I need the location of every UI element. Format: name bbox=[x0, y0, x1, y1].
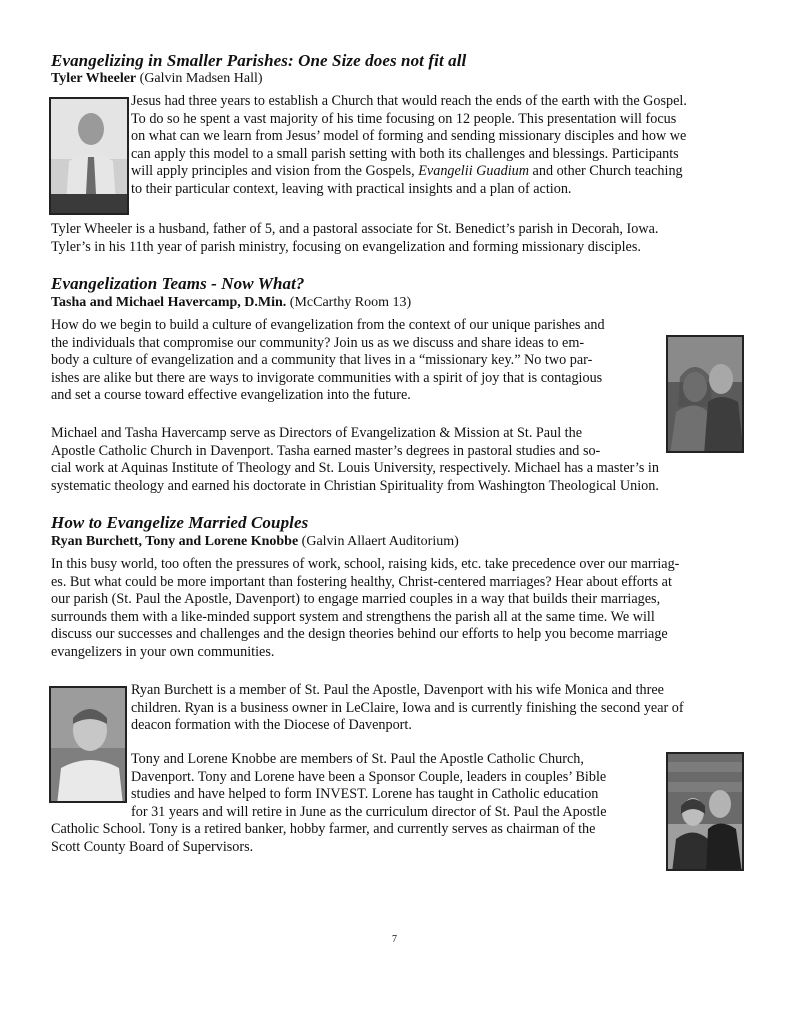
text-line: to their particular context, leaving with practical insights and a plan of action. bbox=[131, 180, 572, 197]
page-number: 7 bbox=[392, 934, 397, 945]
bio-3a bbox=[131, 682, 684, 735]
speaker-photo-tyler bbox=[49, 97, 129, 215]
bio-2 bbox=[51, 425, 659, 495]
abstract-2 bbox=[51, 317, 605, 405]
room-name: (McCarthy Room 13) bbox=[289, 295, 412, 310]
text-line: and set a course toward effective evangelization into the future. bbox=[51, 387, 411, 403]
speaker-photo-knobbe bbox=[666, 752, 744, 871]
abstract-3 bbox=[51, 556, 679, 661]
text-line: In this busy world, too often the pressures of work, school, raising kids, etc. take precedence over our marriag- bbox=[51, 556, 680, 572]
text-line: the individuals that compromise our community? Join us as we discuss and share ideas to em- bbox=[51, 334, 585, 351]
text-line: Tony and Lorene Knobbe are members of St. Paul the Apostle Catholic Church, bbox=[131, 751, 584, 767]
section-title: Evangelizing in Smaller Parishes: One Size does not fit all bbox=[51, 51, 467, 70]
text-line: es. But what could be more important than fostering healthy, Christ-centered marriages? Hear about efforts at bbox=[51, 573, 672, 590]
text-line: Michael and Tasha Havercamp serve as Directors of Evangelization & Mission at St. Paul the bbox=[51, 425, 583, 441]
room-name: (Galvin Allaert Auditorium) bbox=[301, 534, 459, 549]
text-line: Catholic School. Tony is a retired banker, hobby farmer, and currently serves as chairman of the bbox=[51, 821, 596, 837]
text-line: can apply this model to a small parish setting with both its challenges and blessings. Participants bbox=[131, 145, 679, 162]
text-line: for 31 years and will retire in June as the curriculum director of St. Paul the Apostle bbox=[131, 803, 607, 820]
speaker-photo-ryan bbox=[49, 686, 127, 803]
speaker-line bbox=[51, 534, 459, 550]
text-line: Ryan Burchett is a member of St. Paul the Apostle, Davenport with his wife Monica and three bbox=[131, 682, 664, 698]
text-line: body a culture of evangelization and a community that lives in a “missionary key.” No two par- bbox=[51, 352, 593, 368]
text-line: Tyler’s in his 11th year of parish ministry, focusing on evangelization and forming missionary disciples. bbox=[51, 238, 641, 255]
text-line: How do we begin to build a culture of evangelization from the context of our unique parishes and bbox=[51, 317, 605, 333]
speaker-name: Tasha and Michael Havercamp, D.Min. bbox=[51, 295, 287, 310]
text-line: systematic theology and earned his doctorate in Christian Spirituality from Washington Theological Union. bbox=[51, 477, 659, 494]
italic-title: Evangelii Guadium bbox=[418, 163, 529, 179]
text-line: cial work at Aquinas Institute of Theology and St. Louis University, respectively. Michael has a master’s in bbox=[51, 460, 659, 476]
text-line: our parish (St. Paul the Apostle, Davenport) to engage married couples in a way that builds their marriages, bbox=[51, 591, 661, 607]
text-line: To do so he spent a vast majority of his time focusing on 12 people. This presentation will focus bbox=[131, 110, 677, 127]
text-line: discuss our successes and challenges and the design theories behind our efforts to help you become marriage bbox=[51, 626, 668, 642]
text-line: Jesus had three years to establish a Church that would reach the ends of the earth with the Gospel. bbox=[131, 93, 687, 109]
speaker-line bbox=[51, 71, 263, 87]
text-line: children. Ryan is a business owner in LeClaire, Iowa and is currently finishing the second year of bbox=[131, 699, 684, 716]
speaker-name: Tyler Wheeler bbox=[51, 71, 137, 86]
text-span: and other Church teaching bbox=[529, 163, 683, 179]
text-line: studies and have helped to form INVEST. Lorene has taught in Catholic education bbox=[131, 786, 599, 802]
text-line: Apostle Catholic Church in Davenport. Tasha earned master’s degrees in pastoral studies and so- bbox=[51, 442, 601, 459]
speaker-line bbox=[51, 295, 411, 311]
section-title: Evangelization Teams - Now What? bbox=[51, 274, 305, 293]
text-line: surrounds them with a like-minded support system and strengthens the parish all at the same time. We will bbox=[51, 608, 655, 625]
room-name: (Galvin Madsen Hall) bbox=[139, 71, 263, 86]
text-line: Davenport. Tony and Lorene have been a Sponsor Couple, leaders in couples’ Bible bbox=[131, 768, 607, 785]
bio-3b bbox=[131, 751, 607, 821]
section-title: How to Evangelize Married Couples bbox=[51, 513, 309, 532]
bio-1 bbox=[51, 221, 658, 256]
text-line: ishes are alike but there are ways to invigorate communities with a spirit of joy that is contagious bbox=[51, 369, 603, 386]
text-line: Scott County Board of Supervisors. bbox=[51, 838, 254, 855]
speaker-name: Ryan Burchett, Tony and Lorene Knobbe bbox=[51, 534, 299, 549]
speaker-photo-havercamp bbox=[666, 335, 744, 453]
abstract-1 bbox=[131, 93, 687, 198]
text-line: evangelizers in your own communities. bbox=[51, 643, 275, 660]
text-line: on what can we learn from Jesus’ model of forming and sending missionary disciples and how we bbox=[131, 128, 687, 144]
bio-3b-cont bbox=[51, 821, 595, 856]
text-line: Tyler Wheeler is a husband, father of 5, and a pastoral associate for St. Benedict’s parish in Decorah, Iowa. bbox=[51, 221, 659, 237]
text-line bbox=[131, 163, 687, 181]
text-span: will apply principles and vision from the Gospels, bbox=[131, 163, 419, 179]
text-line: deacon formation with the Diocese of Davenport. bbox=[131, 717, 412, 733]
